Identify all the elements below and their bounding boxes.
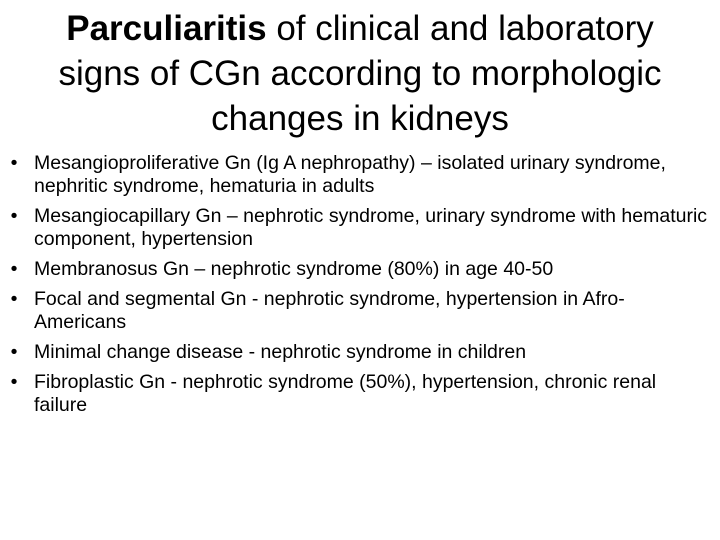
slide-title: [0, 6, 720, 141]
bullet-text: Minimal change disease - nephrotic syndrome in children: [34, 341, 527, 363]
bullet-list: [7, 152, 712, 424]
bullet-icon: •: [10, 288, 18, 310]
title-line-1: [0, 6, 720, 51]
bullet-text: Fibroplastic Gn - nephrotic syndrome (50%), hypertension, chronic renal failure: [34, 371, 657, 416]
bullet-item-minimal-change: [7, 341, 712, 364]
bullet-item-fibroplastic: [7, 371, 712, 417]
bullet-text: Membranosus Gn – nephrotic syndrome (80%) in age 40-50: [34, 258, 554, 280]
bullet-icon: •: [10, 371, 18, 393]
title-line-1-rest: of clinical and laboratory: [266, 9, 654, 48]
bullet-text: Focal and segmental Gn - nephrotic syndrome, hypertension in Afro-Americans: [34, 288, 625, 333]
bullet-item-mesangioproliferative: [7, 152, 712, 198]
bullet-icon: •: [10, 152, 18, 174]
bullet-text: Mesangiocapillary Gn – nephrotic syndrome, urinary syndrome with hematuric component, hypertension: [34, 205, 708, 250]
bullet-icon: •: [10, 258, 18, 280]
title-line-3: changes in kidneys: [211, 99, 509, 138]
bullet-text: Mesangioproliferative Gn (Ig A nephropathy) – isolated urinary syndrome, nephritic syndrome, hematuria in adults: [34, 152, 666, 197]
bullet-icon: •: [10, 341, 18, 363]
bullet-icon: •: [10, 205, 18, 227]
title-bold-word: Parculiaritis: [66, 9, 267, 48]
bullet-item-focal-segmental: [7, 288, 712, 334]
bullet-item-mesangiocapillary: [7, 205, 712, 251]
title-line-2: signs of CGn according to morphologic: [58, 54, 662, 93]
bullet-item-membranosus: [7, 258, 712, 281]
